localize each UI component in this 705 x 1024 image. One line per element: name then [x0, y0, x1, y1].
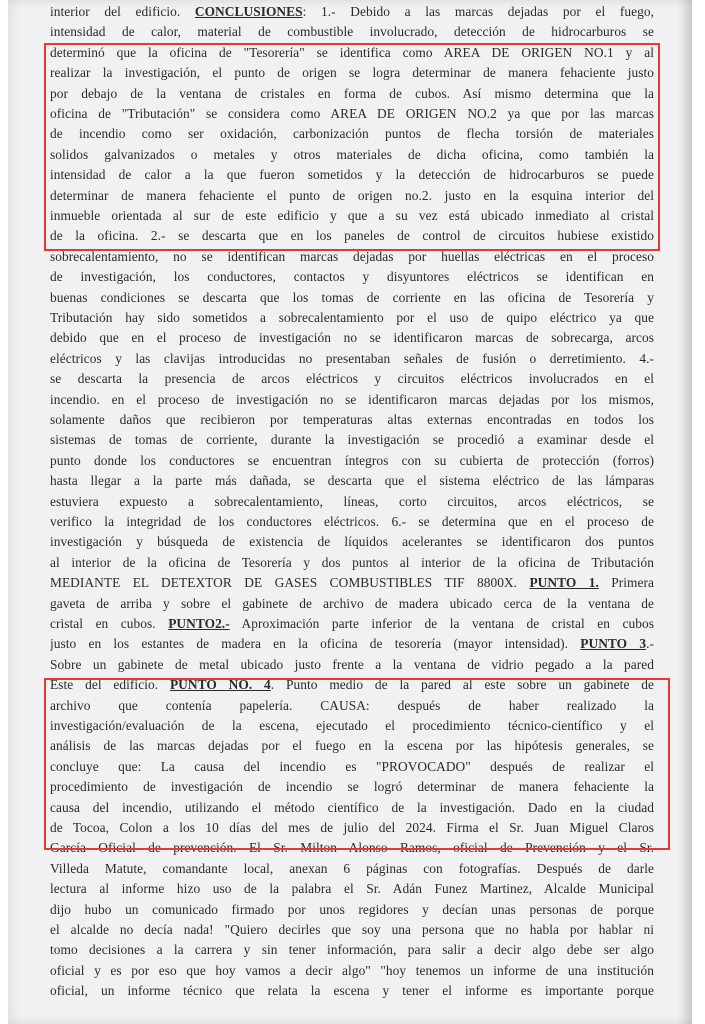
text-line: García Oficial de prevención. El Sr. Milton Alonso Ramos, oficial de Prevención y el Sr. [50, 840, 654, 856]
text-line: causa del incendio, utilizando el método científico de la investigación. Dado en la ciudad [50, 799, 654, 815]
text-line: buenas condiciones se descarta que los tomas de corriente en las oficina de Tesorería y [50, 289, 654, 305]
text-line: realizar la investigación, el punto de origen se logra determinar de manera fehaciente justo [50, 65, 654, 81]
text-run: . Punto medio de la pared al este sobre un gabinete de [270, 677, 654, 693]
text-line: investigación y búsqueda de existencia de líquidos acelerantes se identificaron dos puntos [50, 534, 654, 550]
text-line: al interior de la oficina de Tesorería y dos puntos al interior de la oficina de Tributación [50, 554, 654, 570]
text-line: dijo hubo un comunicado firmado por unos regidores y decían unas personas de porque [50, 901, 654, 917]
text-line [50, 614, 654, 634]
text-line: procedimiento de investigación de incendio se logró determinar de manera fehaciente la [50, 779, 654, 795]
text-run: : 1.- Debido a las marcas dejadas por el fuego, [302, 4, 654, 19]
text-line: solidos galvanizados o metales y otros materiales de dicha oficina, como también la [50, 146, 654, 162]
text-line: se descarta la presencia de arcos eléctricos y circuitos eléctricos involucrados en el [50, 371, 654, 387]
text-line: archivo que contenía papelería. CAUSA: después de haber realizado la [50, 697, 654, 713]
text-line: punto donde los conductores se encuentran íntegros con su cubierta de protección (forros) [50, 452, 654, 468]
text-line: hasta llegar a la parte más dañada, se descarta que el sistema eléctrico de las lámparas [50, 473, 654, 489]
text-line: Villeda Matute, comandante local, anexan 6 páginas con fotografías. Después de darle [50, 860, 654, 876]
text-run: Aproximación parte inferior de la ventana de cristal en cubos [229, 616, 654, 631]
text-line: oficial y es por eso que hoy vamos a decir algo" "hoy tenemos un informe de una institución [50, 962, 654, 978]
text-line: sobrecalentamiento, no se identifican marcas dejadas por huellas eléctricas en el proceso [50, 248, 654, 264]
text-line [50, 634, 654, 654]
text-run: MEDIANTE EL DETEXTOR DE GASES COMBUSTIBLES TIF 8800X. [50, 575, 530, 591]
text-line [50, 675, 654, 695]
text-line [50, 573, 654, 593]
text-line: intensidad de calor, material de combustible involucrado, detección de hidrocarburos se [50, 24, 654, 40]
bold-underlined-heading: PUNTO 1. [529, 575, 599, 591]
text-line: de incendio como ser oxidación, carbonización puntos de flecha torsión de materiales [50, 126, 654, 142]
text-line: oficina de "Tributación" se considera como AREA DE ORIGEN NO.2 ya que por las marcas [50, 106, 654, 121]
text-line: inmueble orientada al sur de este edificio y que a su vez está ubicado inmediato al cristal [50, 208, 654, 223]
text-line: Tributación hay sido sometidos a sobrecalentamiento por el uso de quipo eléctrico ya que [50, 310, 654, 325]
text-run: justo en los estantes de madera en la oficina de tesorería (mayor intensidad). [50, 636, 581, 652]
text-line: análisis de las marcas dejadas por el fuego en la escena por las hipótesis generales, se [50, 738, 654, 754]
text-line: de Tocoa, Colon a los 10 días del mes de julio del 2024. Firma el Sr. Juan Miguel Claros [50, 820, 654, 835]
bold-underlined-heading: PUNTO 3 [580, 636, 647, 652]
text-line: lectura al informe hizo uso de la palabra el Sr. Adán Funez Martinez, Alcalde Municipal [50, 881, 654, 897]
text-line: el alcalde no decía nada! "Quiero decirles que soy una persona que no habla por hablar ni [50, 922, 654, 937]
bold-underlined-heading: PUNTO NO. 4 [169, 677, 271, 693]
text-line: estuviera expuesto a sobrecalentamiento, líneas, corto circuitos, arcos eléctricos, se [50, 493, 654, 509]
text-line: incendio. en el proceso de investigación no se identificaron marcas dejadas por los mismos, [50, 391, 654, 407]
text-run: Este del edificio. [50, 677, 170, 693]
text-line: de investigación, los conductores, contactos y disyuntores eléctricos se identifican en [50, 269, 654, 285]
text-line: verifico la integridad de los conductores eléctricos. 6.- se determina que en el proceso de [50, 514, 654, 529]
page-edge-shadow [678, 0, 692, 1024]
text-line: oficial, un informe técnico que relata la escena y tener el informe es importante porque [50, 983, 654, 999]
text-line: investigación/evaluación de la escena, ejecutado el procedimiento técnico-científico y el [50, 718, 654, 733]
text-line: intensidad de calor a la que fueron sometidos y la detección de hidrocarburos se puede [50, 167, 654, 183]
text-run: interior del edificio. [50, 4, 195, 19]
text-run: Primera [598, 575, 654, 591]
text-line: solamente daños que recibieron por temperaturas altas externas encontradas en todos los [50, 412, 654, 427]
bold-underlined-heading: PUNTO2.- [168, 616, 230, 631]
text-run: cristal en cubos. [50, 616, 169, 631]
text-line: eléctricos y las clavijas introducidas no presentaban señales de fusión o derretimiento. 4.- [50, 350, 654, 366]
text-line: determinó que la oficina de "Tesorería" se identifica como AREA DE ORIGEN NO.1 y al [50, 44, 654, 60]
bold-underlined-heading: CONCLUSIONES [194, 4, 303, 19]
text-line: debido que en el proceso de investigación no se identificaron marcas de sobrecarga, arcos [50, 330, 654, 346]
text-line: de la oficina. 2.- se descarta que en los paneles de control de circuitos hubiese existido [50, 228, 654, 244]
text-line: tomo decisiones a la carrera y sin tener información, para salir a decir algo debe ser algo [50, 942, 654, 958]
text-line: concluye que: La causa del incendio es "PROVOCADO" después de realizar el [50, 758, 654, 774]
text-line [50, 2, 654, 22]
text-line: sistemas de tomas de corriente, durante la investigación se procedió a examinar desde el [50, 432, 654, 448]
text-line: gaveta de arriba y sobre el gabinete de archivo de madera ubicado cerca de la ventana de [50, 595, 654, 611]
text-line: Sobre un gabinete de metal ubicado justo frente a la ventana de vidrio pegado a la pared [50, 656, 654, 672]
text-line: determinar de manera fehaciente el punto de origen no.2. justo en la esquina interior del [50, 187, 654, 203]
text-line: por debajo de la ventana de cristales en forma de cubos. Así mismo determina que la [50, 85, 654, 101]
text-run: .- [646, 636, 654, 652]
